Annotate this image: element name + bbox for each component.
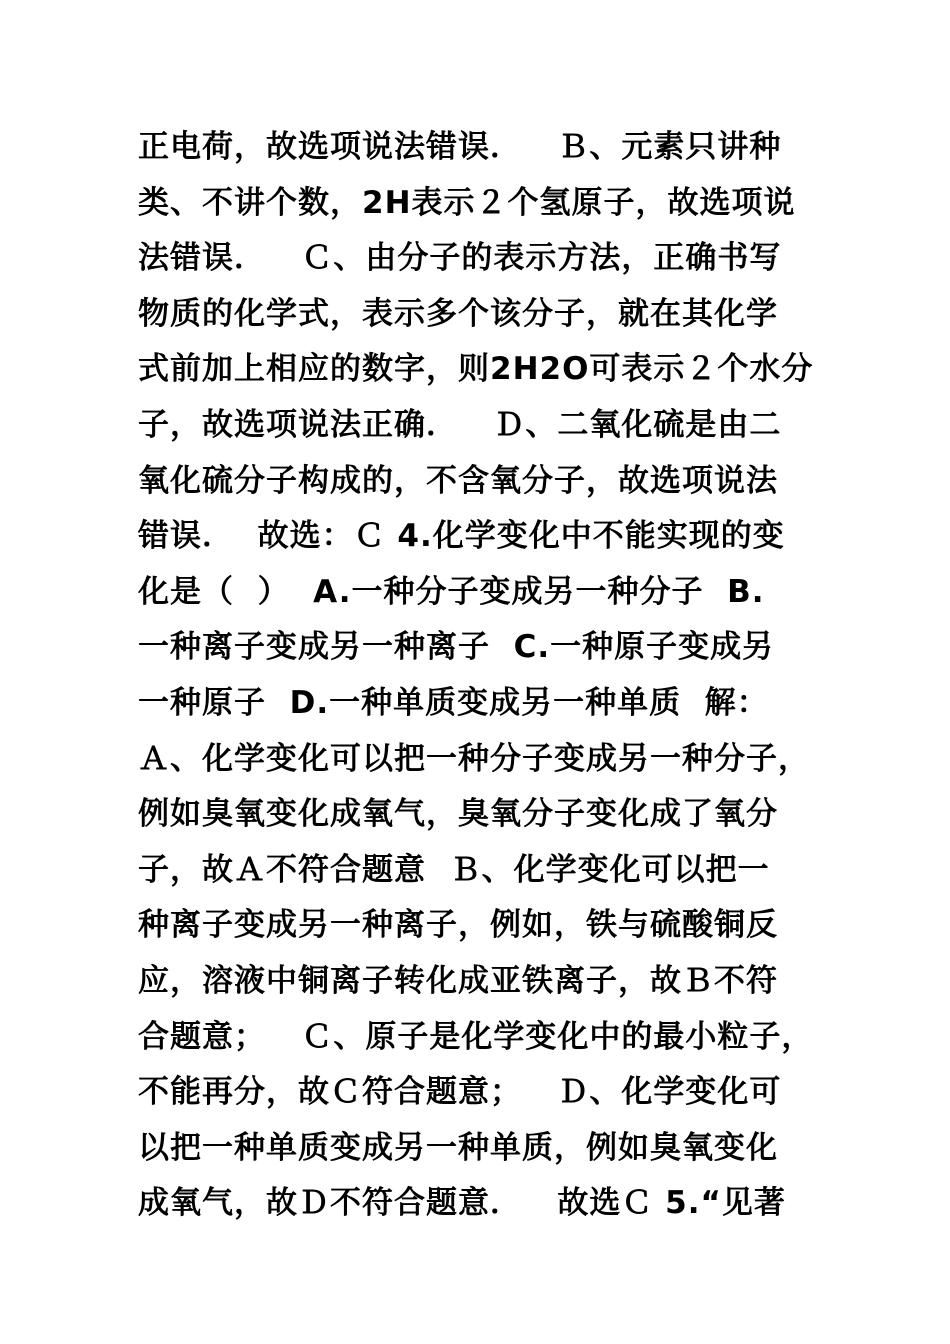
text-line: 氧化硫分子构成的，不含氧分子，故选项说法: [138, 462, 778, 499]
text-line: 式前加上相应的数字，则2H2O可表示２个水分: [138, 351, 814, 388]
text-line: 化是（ ） A.一种分子变成另一种分子 B.: [138, 573, 765, 610]
text-line: 子，故选项说法正确． Ｄ、二氧化硫是由二: [138, 406, 782, 443]
text-line: 一种原子 D.一种单质变成另一种单质 解：: [138, 684, 769, 721]
document-body-text: [138, 120, 838, 1232]
text-line: Ａ、化学变化可以把一种分子变成另一种分子，: [138, 740, 810, 777]
text-line: 法错误． Ｃ、由分子的表示方法，正确书写: [138, 240, 782, 277]
text-line: 错误． 故选：Ｃ 4.化学变化中不能实现的变: [138, 518, 785, 555]
text-line: 种离子变成另一种离子，例如，铁与硫酸铜反: [138, 907, 778, 944]
text-line: 应，溶液中铜离子转化成亚铁离子，故Ｂ不符: [138, 962, 778, 999]
text-line: 子，故Ａ不符合题意 Ｂ、化学变化可以把一: [138, 851, 770, 888]
text-line: 类、不讲个数，2H表示２个氢原子，故选项说: [138, 184, 796, 221]
text-line: 合题意； Ｃ、原子是化学变化中的最小粒子，: [138, 1018, 814, 1055]
text-line: 例如臭氧变化成氧气，臭氧分子变化成了氧分: [138, 796, 778, 833]
text-line: 物质的化学式，表示多个该分子，就在其化学: [138, 295, 778, 332]
text-line: 成氧气，故Ｄ不符合题意． 故选Ｃ 5.“见著: [138, 1185, 786, 1222]
text-line: 不能再分，故Ｃ符合题意； Ｄ、化学变化可: [138, 1074, 782, 1111]
text-line: 以把一种单质变成另一种单质，例如臭氧变化: [138, 1129, 778, 1166]
text-line: 一种离子变成另一种离子 C.一种原子变成另: [138, 629, 775, 666]
text-line: 正电荷，故选项说法错误． Ｂ、元素只讲种: [138, 129, 782, 165]
